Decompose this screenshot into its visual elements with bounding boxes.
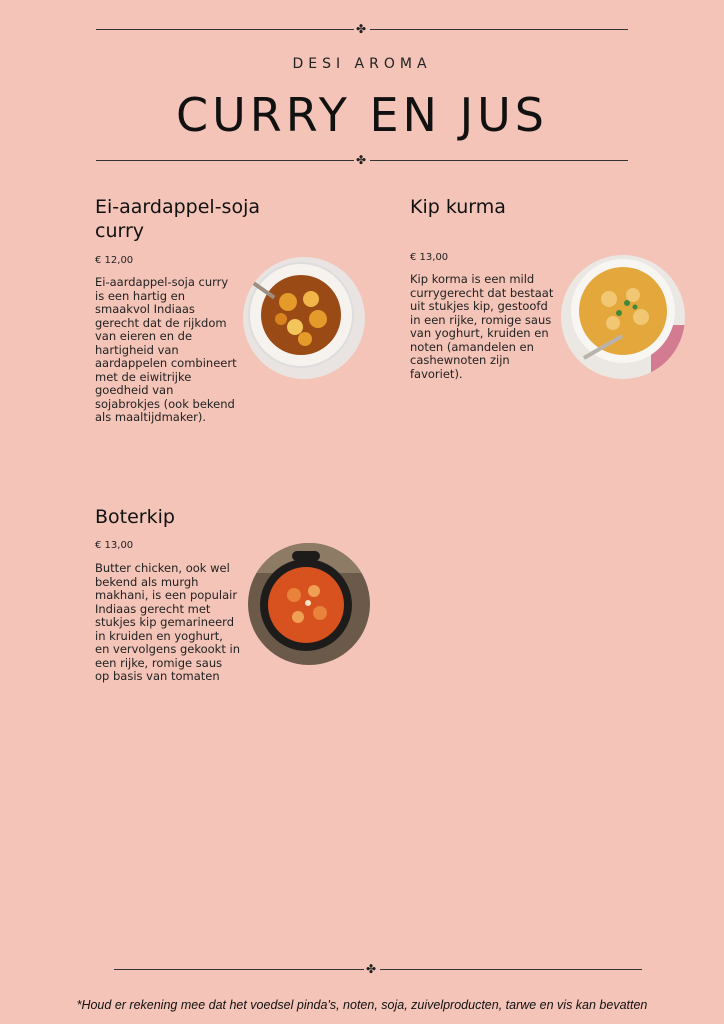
ornament-icon: ✤ xyxy=(356,153,367,167)
page-title: CURRY EN JUS xyxy=(175,88,549,142)
bottom-divider xyxy=(114,964,642,976)
egg-potato-curry-photo xyxy=(243,257,365,379)
item-price: € 12,00 xyxy=(95,255,134,266)
item-name: Kip kurma xyxy=(410,196,506,218)
item-description: Ei-aardappel-soja curry is een hartig en smaakvol Indiaas gerecht dat de rijkdom van eieren en de hartigheid van aardappelen combineert met de eiwitrijke goedheid van sojabrokjes (ook bekend als maaltijdmaker). xyxy=(95,275,237,424)
item-price: € 13,00 xyxy=(410,252,449,263)
butter-chicken-photo xyxy=(248,543,370,665)
restaurant-name: DESI AROMA xyxy=(292,56,432,72)
ornament-icon: ✤ xyxy=(356,22,367,36)
item-name: Boterkip xyxy=(95,506,175,528)
item-description: Kip korma is een mild currygerecht dat bestaat uit stukjes kip, gestoofd in een rijke, romige saus van yoghurt, kruiden en noten (amandelen en cashewnoten zijn favoriet). xyxy=(410,272,554,381)
top-divider xyxy=(96,24,628,36)
ornament-icon: ✤ xyxy=(366,962,377,976)
menu-item-kip-kurma xyxy=(410,195,580,381)
item-price: € 13,00 xyxy=(95,540,134,551)
item-description: Butter chicken, ook wel bekend als murgh makhani, is een populair Indiaas gerecht met stukjes kip gemarineerd in kruiden en yoghurt, en vervolgens gekookt in een rijke, romige saus op basis van tomaten xyxy=(95,561,240,683)
item-name: Ei-aardappel-soja curry xyxy=(95,196,260,242)
allergen-note: *Houd er rekening mee dat het voedsel pinda's, noten, soja, zuivelproducten, tarwe en vis kan bevatten xyxy=(76,998,648,1012)
title-divider xyxy=(96,155,628,167)
kip-kurma-photo xyxy=(561,255,685,379)
